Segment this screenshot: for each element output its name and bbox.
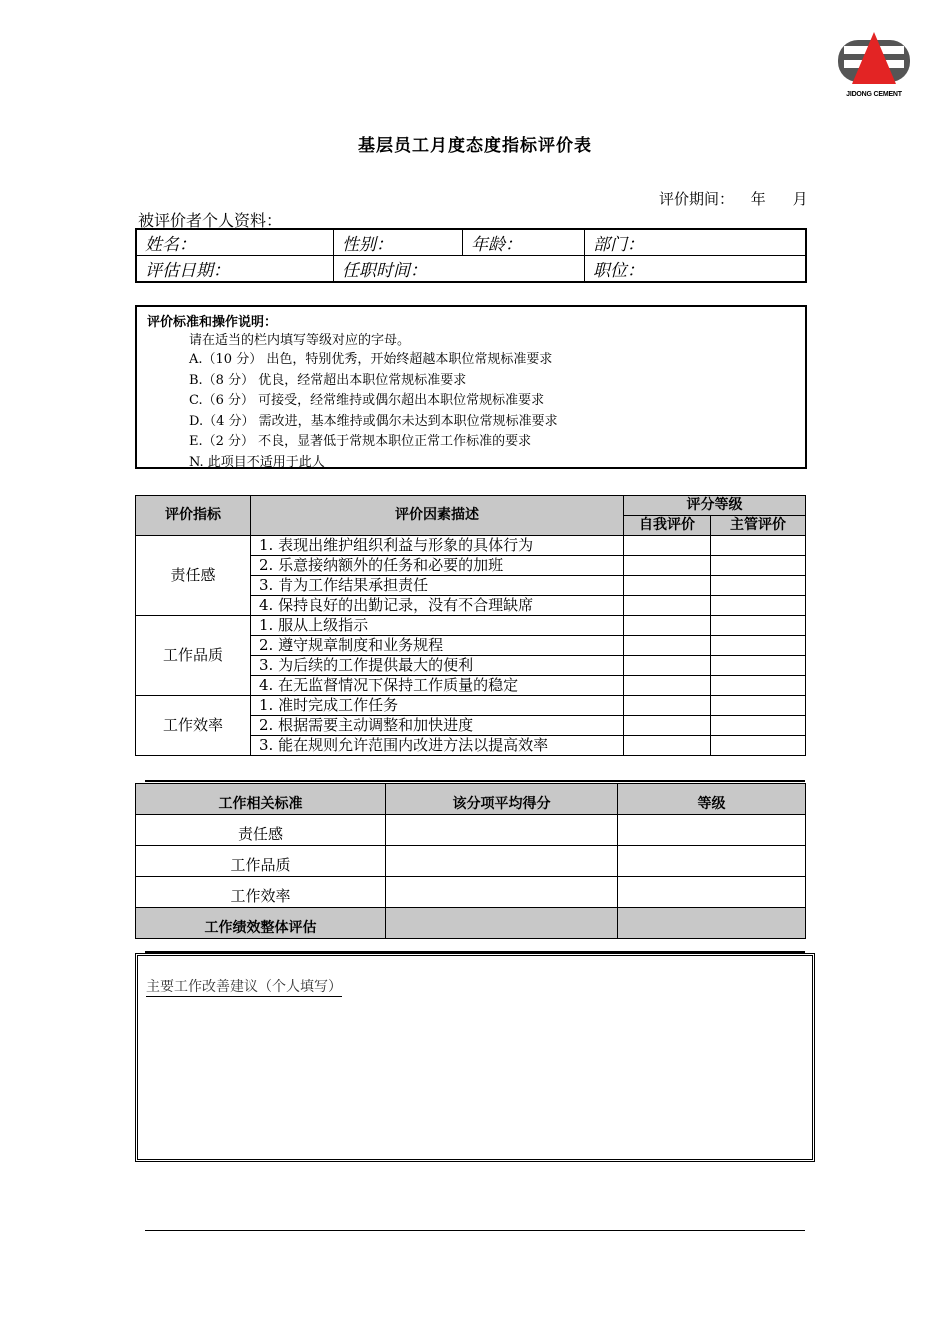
personal-info-table [135,228,807,283]
overall-assessment-label: 工作绩效整体评估 [136,908,386,939]
factor-item: 1. 表现出维护组织利益与形象的具体行为 [251,536,624,556]
level-cell[interactable] [618,877,806,908]
average-score-cell[interactable] [386,815,618,846]
period-label: 评价期间： [659,190,735,208]
supervisor-score-cell[interactable] [711,696,806,716]
company-logo [834,30,914,102]
self-score-cell[interactable] [624,576,711,596]
level-cell[interactable] [618,815,806,846]
improvement-suggestion-box[interactable] [135,953,815,1162]
criteria-line: D.（4 分） 需改进，基本维持或偶尔未达到本职位常规标准要求 [189,413,558,429]
supervisor-score-cell[interactable] [711,536,806,556]
table-row [136,908,806,939]
name-field[interactable]: 姓名： [136,229,334,256]
table-row [136,846,806,877]
logo-text: JIDONG CEMENT [846,91,902,98]
self-score-cell[interactable] [624,696,711,716]
supervisor-score-cell[interactable] [711,736,806,756]
criteria-box [135,305,807,469]
self-score-cell[interactable] [624,616,711,636]
summary-table [135,783,806,939]
factor-item: 3. 为后续的工作提供最大的便利 [251,656,624,676]
self-score-cell[interactable] [624,636,711,656]
gender-field[interactable]: 性别： [334,229,463,256]
self-score-cell[interactable] [624,596,711,616]
footer-divider [145,1230,805,1231]
position-field[interactable]: 职位： [585,256,807,283]
supervisor-score-cell[interactable] [711,556,806,576]
criteria-line: 请在适当的栏内填写等级对应的字母。 [189,333,411,348]
page-title: 基层员工月度态度指标评价表 [358,136,592,156]
factor-item: 4. 在无监督情况下保持工作质量的稳定 [251,676,624,696]
summary-row-label: 工作效率 [136,877,386,908]
header-supervisor-eval: 主管评价 [711,516,806,536]
criteria-line: N. 此项目不适用于此人 [189,454,325,470]
divider [145,780,805,782]
factor-item: 3. 能在规则允许范围内改进方法以提高效率 [251,736,624,756]
table-row [136,877,806,908]
average-score-cell[interactable] [386,877,618,908]
supervisor-score-cell[interactable] [711,656,806,676]
factor-item: 2. 根据需要主动调整和加快进度 [251,716,624,736]
supervisor-score-cell[interactable] [711,576,806,596]
eval-date-field[interactable]: 评估日期： [136,256,334,283]
evaluation-period [655,188,808,209]
period-year: 年 [750,190,766,208]
supervisor-score-cell[interactable] [711,596,806,616]
self-score-cell[interactable] [624,536,711,556]
category-quality: 工作品质 [136,616,251,696]
criteria-line: E.（2 分） 不良，显著低于常规本职位正常工作标准的要求 [189,434,532,449]
suggestion-label: 主要工作改善建议（个人填写） [146,976,342,997]
self-score-cell[interactable] [624,676,711,696]
header-average-score: 该分项平均得分 [386,784,618,815]
supervisor-score-cell[interactable] [711,676,806,696]
category-responsibility: 责任感 [136,536,251,616]
factor-item: 2. 乐意接纳额外的任务和必要的加班 [251,556,624,576]
overall-score-cell[interactable] [386,908,618,939]
evaluation-table [135,495,806,756]
criteria-line: B.（8 分） 优良，经常超出本职位常规标准要求 [189,372,467,388]
tenure-field[interactable]: 任职时间： [334,256,585,283]
average-score-cell[interactable] [386,846,618,877]
header-level: 等级 [618,784,806,815]
supervisor-score-cell[interactable] [711,716,806,736]
self-score-cell[interactable] [624,656,711,676]
header-standard: 工作相关标准 [136,784,386,815]
factor-item: 1. 准时完成工作任务 [251,696,624,716]
self-score-cell[interactable] [624,556,711,576]
header-self-eval: 自我评价 [624,516,711,536]
header-grade: 评分等级 [624,496,806,516]
table-row [136,696,806,716]
factor-item: 2. 遵守规章制度和业务规程 [251,636,624,656]
supervisor-score-cell[interactable] [711,616,806,636]
logo-emblem-icon [834,30,914,92]
summary-row-label: 工作品质 [136,846,386,877]
level-cell[interactable] [618,846,806,877]
table-row [136,815,806,846]
self-score-cell[interactable] [624,736,711,756]
criteria-heading: 评价标准和操作说明： [147,315,278,330]
personal-info-label: 被评价者个人资料： [138,211,283,230]
table-row [136,616,806,636]
period-month: 月 [792,190,808,208]
factor-item: 1. 服从上级指示 [251,616,624,636]
self-score-cell[interactable] [624,716,711,736]
overall-level-cell[interactable] [618,908,806,939]
factor-item: 3. 肯为工作结果承担责任 [251,576,624,596]
department-field[interactable]: 部门： [585,229,807,256]
table-row [136,536,806,556]
factor-item: 4. 保持良好的出勤记录，没有不合理缺席 [251,596,624,616]
age-field[interactable]: 年龄： [463,229,585,256]
header-indicator: 评价指标 [136,496,251,536]
category-efficiency: 工作效率 [136,696,251,756]
supervisor-score-cell[interactable] [711,636,806,656]
criteria-line: A.（10 分） 出色，特别优秀，开始终超越本职位常规标准要求 [189,352,553,367]
criteria-line: C.（6 分） 可接受，经常维持或偶尔超出本职位常规标准要求 [189,393,545,408]
header-description: 评价因素描述 [251,496,624,536]
summary-row-label: 责任感 [136,815,386,846]
